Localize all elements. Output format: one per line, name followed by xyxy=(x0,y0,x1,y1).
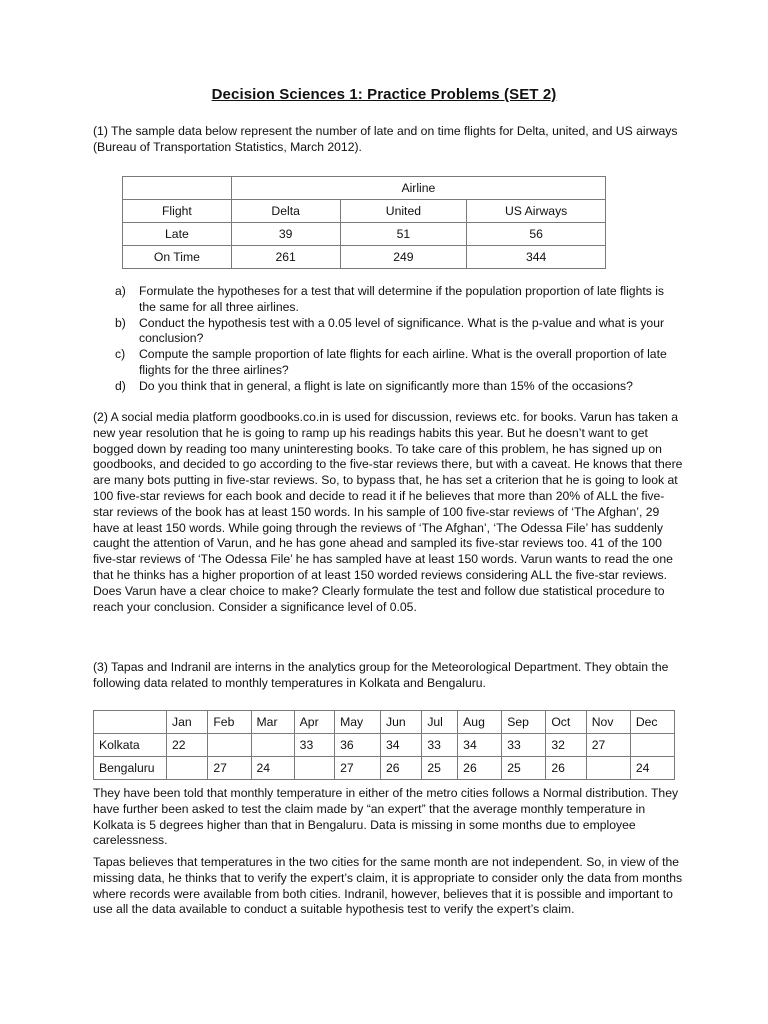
table-cell: 32 xyxy=(546,734,586,757)
table-row xyxy=(123,223,606,246)
table-cell: 33 xyxy=(502,734,546,757)
table-cell: 39 xyxy=(231,223,340,246)
month-header: Dec xyxy=(630,711,674,734)
flights-table xyxy=(122,176,606,269)
table-row xyxy=(94,757,675,780)
list-marker: c) xyxy=(115,347,126,362)
question-3-text: (3) Tapas and Indranil are interns in the analytics group for the Meteorological Department. They obtain the following data related to monthly temperatures in Kolkata and Bengaluru. xyxy=(93,660,669,690)
table-cell xyxy=(167,757,208,780)
question-3-discussion: Tapas believes that temperatures in the two cities for the same month are not independent. So, in view of the missing data, he thinks that to verify the expert’s claim, it is appropriate to consider only the data from months where records were available from both cities. Indranil, however, believes that it is possible and important to use all the data available to conduct a suitable hypothesis test to verify the expert’s claim. xyxy=(93,855,683,917)
table-cell: 24 xyxy=(251,757,294,780)
table-cell: 26 xyxy=(380,757,421,780)
table-cell: 56 xyxy=(467,223,606,246)
table-cell: 27 xyxy=(208,757,251,780)
table-cell: 26 xyxy=(546,757,586,780)
table-cell: 27 xyxy=(586,734,630,757)
table-cell: 34 xyxy=(458,734,502,757)
question-3-assumptions: They have been told that monthly temperature in either of the metro cities follows a Normal distribution. They have further been asked to test the claim made by “an expert” that the average monthly temperature in Kolkata is 5 degrees higher than that in Bengaluru. Data is missing in some months due to employee carelessness. xyxy=(93,786,679,848)
question-1-text: (1) The sample data below represent the number of late and on time flights for Delta, united, and US airways (Bureau of Transportation Statistics, March 2012). xyxy=(93,124,678,154)
column-header: United xyxy=(340,200,467,223)
list-marker: b) xyxy=(115,315,126,330)
table-row xyxy=(94,711,675,734)
city-label: Kolkata xyxy=(94,734,167,757)
month-header: Sep xyxy=(502,711,546,734)
table-cell: 25 xyxy=(502,757,546,780)
month-header: Jul xyxy=(422,711,458,734)
row-header: Flight xyxy=(123,200,232,223)
table-cell: 34 xyxy=(380,734,421,757)
month-header: Oct xyxy=(546,711,586,734)
list-item-text: Compute the sample proportion of late flights for each airline. What is the overall proportion of late flights for the three airlines? xyxy=(139,347,667,377)
list-item-text: Do you think that in general, a flight is late on significantly more than 15% of the occasions? xyxy=(139,378,633,393)
table-cell xyxy=(251,734,294,757)
table-cell: 344 xyxy=(467,246,606,269)
column-header: US Airways xyxy=(467,200,606,223)
column-header: Delta xyxy=(231,200,340,223)
table-cell: 51 xyxy=(340,223,467,246)
table-cell-empty xyxy=(94,711,167,734)
table-cell: 26 xyxy=(458,757,502,780)
month-header: May xyxy=(335,711,381,734)
month-header: Nov xyxy=(586,711,630,734)
row-label: On Time xyxy=(123,246,232,269)
city-label: Bengaluru xyxy=(94,757,167,780)
month-header: Feb xyxy=(208,711,251,734)
table-row xyxy=(94,734,675,757)
table-cell: 25 xyxy=(422,757,458,780)
table-cell: 261 xyxy=(231,246,340,269)
list-item xyxy=(115,379,680,395)
page-title: Decision Sciences 1: Practice Problems (SET 2) xyxy=(211,86,557,103)
month-header: Mar xyxy=(251,711,294,734)
table-row xyxy=(123,246,606,269)
list-marker: a) xyxy=(115,284,126,298)
list-item xyxy=(115,316,680,348)
month-header: Aug xyxy=(458,711,502,734)
table-cell: 249 xyxy=(340,246,467,269)
list-marker: d) xyxy=(115,378,126,393)
table-cell xyxy=(208,734,251,757)
table-cell xyxy=(630,734,674,757)
month-header: Jan xyxy=(167,711,208,734)
table-row xyxy=(123,177,606,200)
temperature-table xyxy=(93,710,675,780)
table-cell: 33 xyxy=(422,734,458,757)
question-1-subitems xyxy=(115,284,680,395)
row-label: Late xyxy=(123,223,232,246)
list-item xyxy=(115,347,680,379)
table-row xyxy=(123,200,606,223)
list-item-text: Conduct the hypothesis test with a 0.05 level of significance. What is the p-value and what is your conclusion? xyxy=(139,315,665,346)
table-cell xyxy=(586,757,630,780)
list-item xyxy=(115,284,680,316)
month-header: Jun xyxy=(380,711,421,734)
table-cell: 36 xyxy=(335,734,381,757)
month-header: Apr xyxy=(294,711,334,734)
table-cell xyxy=(294,757,334,780)
table-cell: 24 xyxy=(630,757,674,780)
list-item-text: Formulate the hypotheses for a test that will determine if the population proportion of late flights is the same for all three airlines. xyxy=(139,284,665,314)
table-cell: 22 xyxy=(167,734,208,757)
airline-group-header: Airline xyxy=(231,177,605,200)
table-cell-empty xyxy=(123,177,232,200)
table-cell: 33 xyxy=(294,734,334,757)
table-cell: 27 xyxy=(335,757,381,780)
question-2-text: (2) A social media platform goodbooks.co.in is used for discussion, reviews etc. for books. Varun has taken a new year resolution that he is going to ramp up his readings habits this year. But he doesn’t want to get bogged down by reading too many uninteresting books. To take care of this problem, he has signed up on goodbooks, and decided to go according to the five-star reviews there, but with a caveat. He knows that there are many bots putting in five-star reviews. So, to bypass that, he has set a criterion that he is going to look at 100 five-star reviews for each book and decide to read it if he believes that more than 20% of ALL the five-star reviews of the book has at least 150 words. In his sample of 100 five-star reviews of ‘The Afghan’, 29 have at least 150 words. While going through the reviews of ‘The Afghan’, ‘The Odessa File’ has suddenly caught the attention of Varun, and he has gone ahead and sampled its five-star reviews too. 41 of the 100 five-star reviews of ‘The Odessa File’ he has sampled have at least 150 words. Varun wants to read the one that he thinks has a higher proportion of at least 150 worded reviews considering ALL the five-star reviews. Does Varun have a clear choice to make? Clearly formulate the test and follow due statistical procedure to reach your conclusion. Consider a significance level of 0.05. xyxy=(93,410,683,614)
